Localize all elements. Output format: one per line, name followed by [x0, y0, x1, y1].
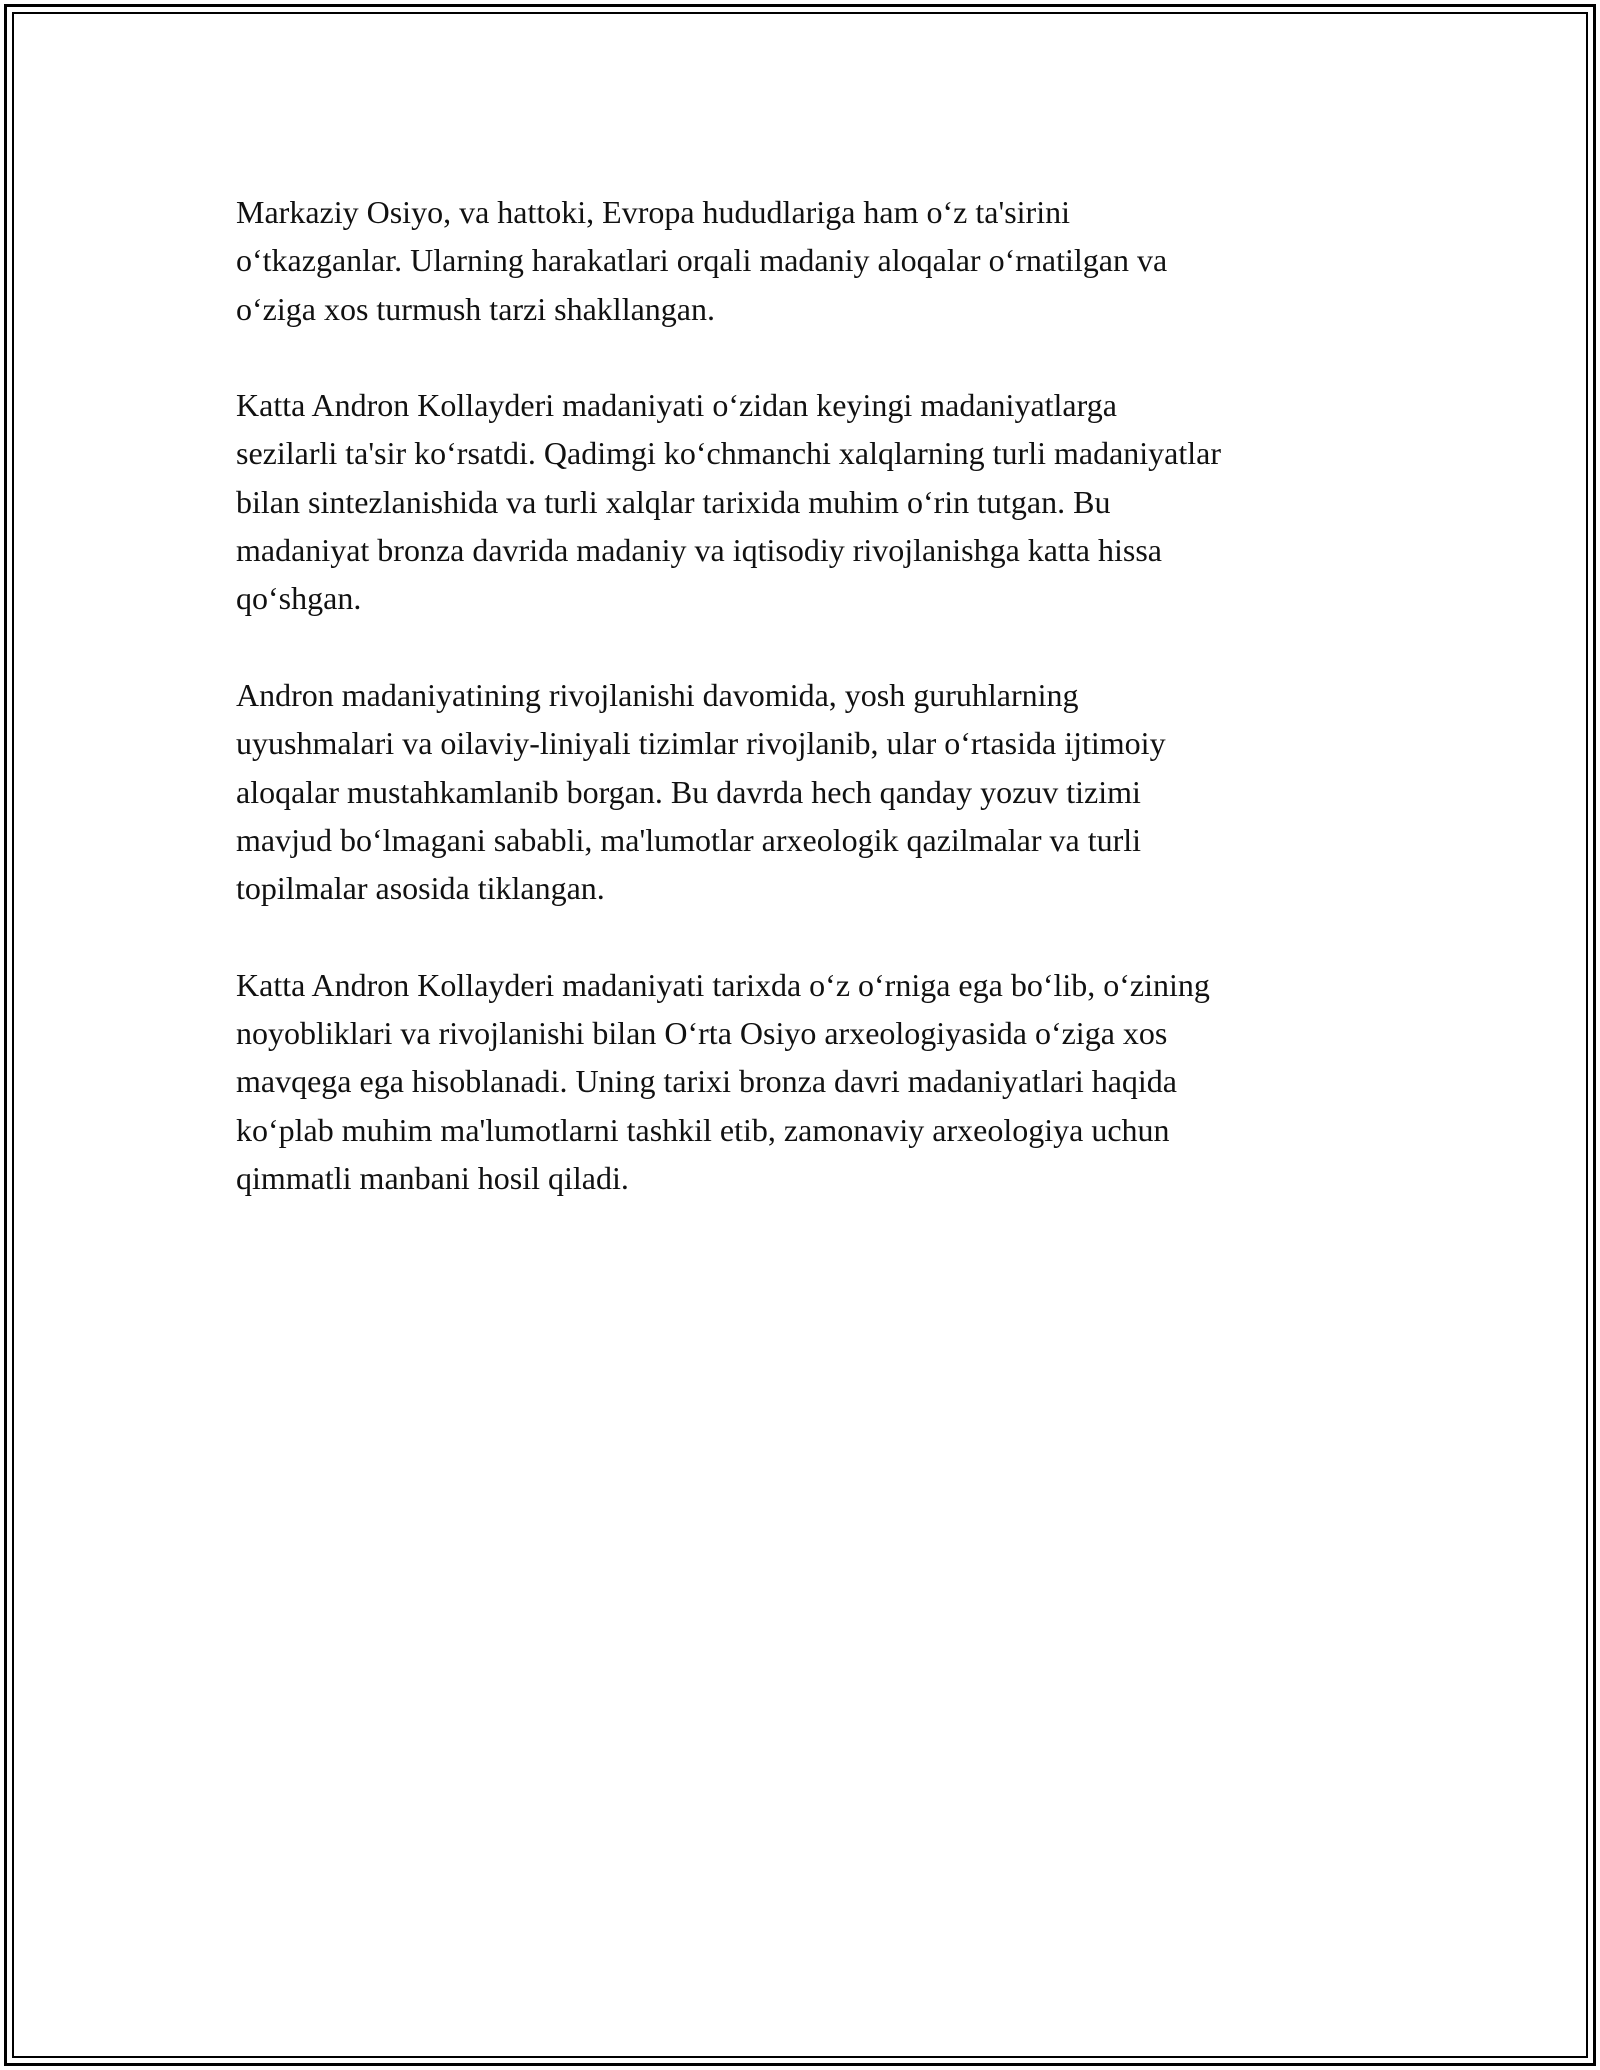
- document-body: [236, 188, 1376, 1251]
- paragraph-3: Andron madaniyatining rivojlanishi davomida, yosh guruhlarning uyushmalari va oilaviy-liniyali tizimlar rivojlanib, ular oʻrtasida ijtimoiy aloqalar mustahkamlanib borgan. Bu davrda hech qanday yozuv tizimi mavjud boʻlmagani sababli, ma'lumotlar arxeologik qazilmalar va turli topilmalar asosida tiklangan.: [236, 676, 1166, 907]
- paragraph-1: Markaziy Osiyo, va hattoki, Evropa hududlariga ham oʻz ta'sirini oʻtkazganlar. Ularning harakatlari orqali madaniy aloqalar oʻrnatilgan va oʻziga xos turmush tarzi shakllangan.: [236, 194, 1168, 327]
- paragraph-2: Katta Andron Kollayderi madaniyati oʻzidan keyingi madaniyatlarga sezilarli ta'sir koʻrsatdi. Qadimgi koʻchmanchi xalqlarning turli madaniyatlar bilan sintezlanishida va turli xalqlar tarixida muhim oʻrin tutgan. Bu madaniyat bronza davrida madaniy va iqtisodiy rivojlanishga katta hissa qoʻshgan.: [236, 387, 1222, 617]
- paragraph-4: Katta Andron Kollayderi madaniyati tarixda oʻz oʻrniga ega boʻlib, oʻzining noyobliklari va rivojlanishi bilan Oʻrta Osiyo arxeologiyasida oʻziga xos mavqega ega hisoblanadi. Uning tarixi bronza davri madaniyatlari haqida koʻplab muhim ma'lumotlarni tashkil etib, zamonaviy arxeologiya uchun qimmatli manbani hosil qiladi.: [236, 966, 1210, 1196]
